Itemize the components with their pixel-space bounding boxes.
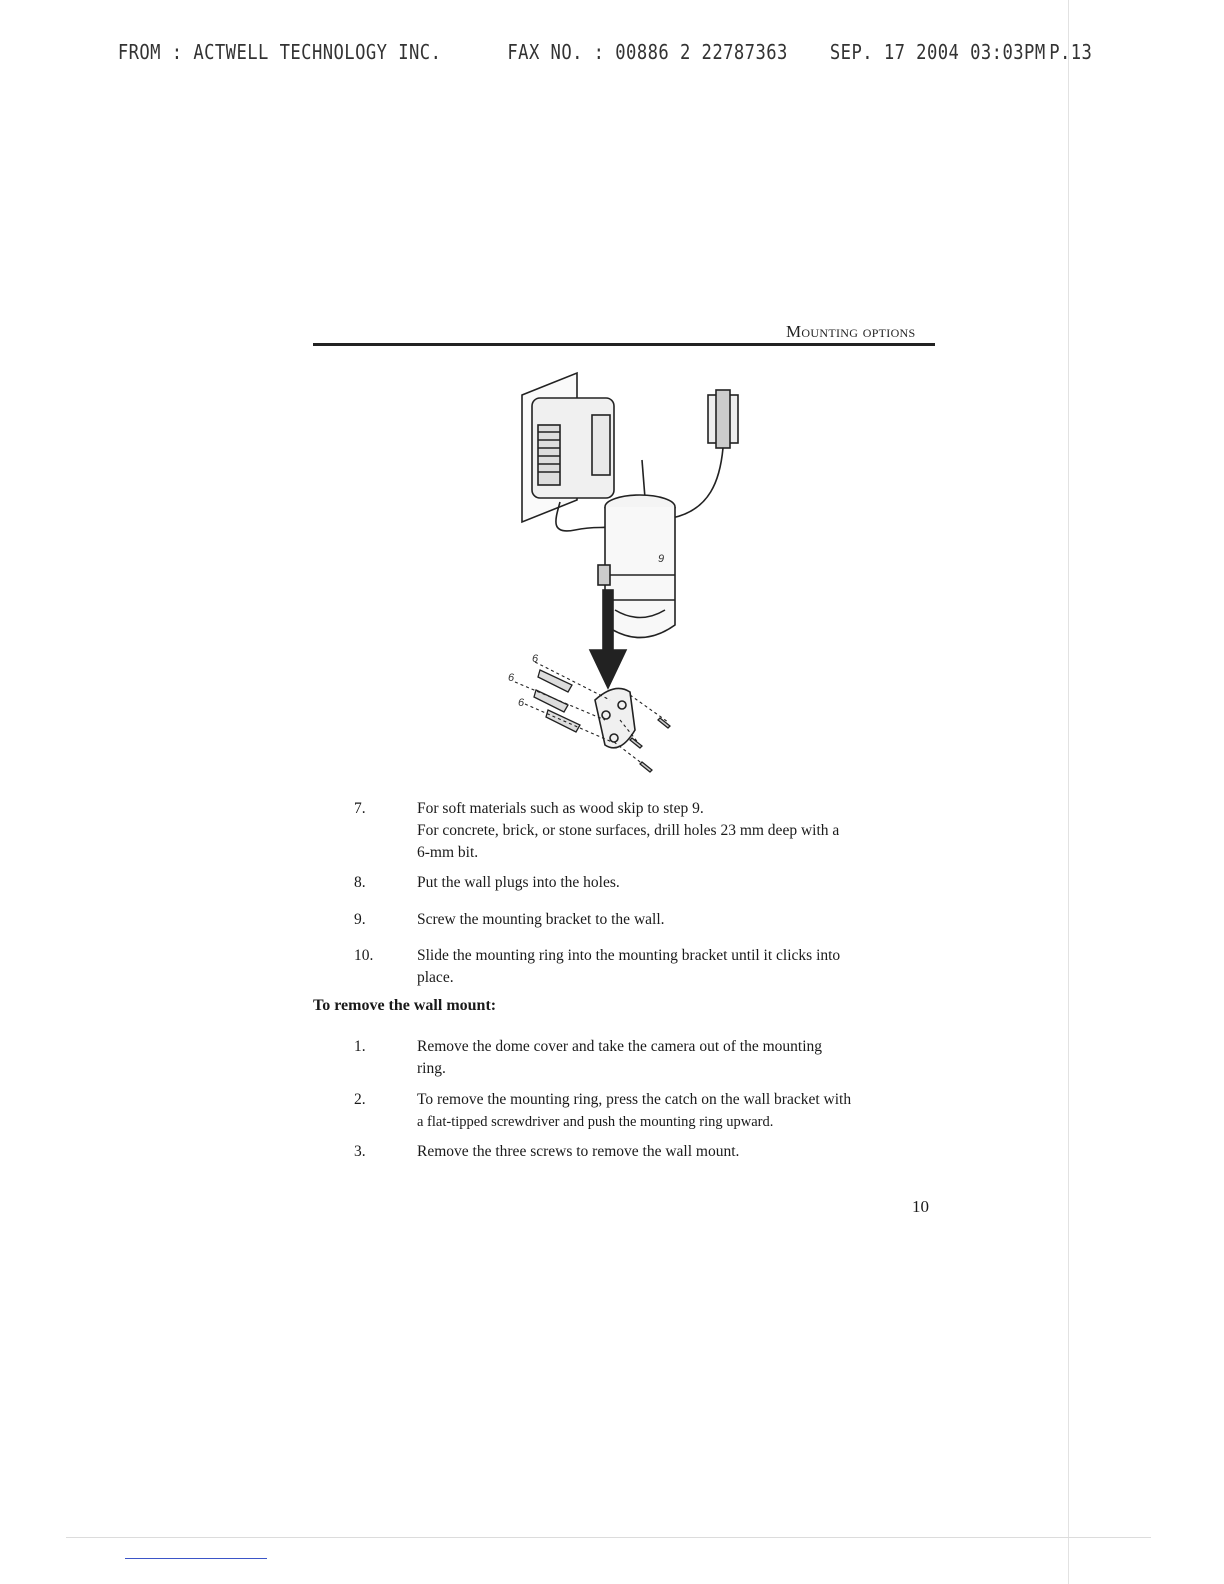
fax-date: SEP. 17 2004 03:03PM	[829, 40, 1046, 64]
mounting-bracket-icon	[595, 688, 635, 747]
step-line: a flat-tipped screwdriver and push the mounting ring upward.	[417, 1114, 774, 1130]
fax-edge-line	[1068, 0, 1069, 1584]
step-line: Remove the dome cover and take the camera out of the mounting	[417, 1038, 823, 1055]
step-text	[417, 798, 917, 864]
section-divider	[313, 343, 935, 346]
step-line: ring.	[417, 1060, 446, 1077]
step-line: Slide the mounting ring into the mounting bracket until it clicks into	[417, 947, 841, 964]
step-line: 6-mm bit.	[417, 844, 479, 861]
step-number: 10.	[354, 947, 374, 964]
remove-wall-mount-heading: To remove the wall mount:	[313, 997, 497, 1014]
step-number: 9.	[354, 911, 366, 928]
step-line: For concrete, brick, or stone surfaces, drill holes 23 mm deep with a	[417, 822, 840, 839]
fax-header	[0, 40, 1093, 70]
step-line: place.	[417, 969, 454, 986]
step-text	[417, 1141, 917, 1163]
power-adapter-icon	[532, 398, 614, 498]
step-line: To remove the mounting ring, press the catch on the wall bracket with	[417, 1091, 852, 1108]
figure-label-camera: 9	[658, 553, 665, 565]
step-number: 3.	[354, 1143, 366, 1160]
scan-artifact-line	[125, 1558, 267, 1559]
step-text	[417, 1036, 917, 1080]
step-text	[417, 1089, 917, 1133]
page-number: 10	[912, 1197, 929, 1216]
power-cable	[556, 502, 608, 531]
figure-label-plug-1: 6	[532, 653, 539, 665]
step-line: Put the wall plugs into the holes.	[417, 874, 620, 891]
step-number: 2.	[354, 1091, 366, 1108]
step-number: 8.	[354, 874, 366, 891]
step-line: For soft materials such as wood skip to step 9.	[417, 800, 704, 817]
step-text	[417, 945, 917, 989]
step-line: Remove the three screws to remove the wall mount.	[417, 1143, 740, 1160]
step-number: 1.	[354, 1038, 366, 1055]
section-title: Mounting options	[786, 322, 916, 341]
signal-cable	[672, 448, 723, 518]
step-text	[417, 872, 917, 894]
screws-icon	[630, 718, 670, 772]
step-number: 7.	[354, 800, 366, 817]
figure-label-plug-3: 6	[518, 697, 525, 709]
step-text	[417, 909, 917, 931]
page-bottom-edge	[66, 1537, 1151, 1538]
step-line: Screw the mounting bracket to the wall.	[417, 911, 665, 928]
fax-page: P.13	[1049, 40, 1093, 64]
wall-plugs-icon	[534, 670, 580, 732]
fax-from: FROM : ACTWELL TECHNOLOGY INC.	[117, 40, 442, 64]
connector-box-icon	[672, 390, 738, 518]
wall-mount-installation-illustration	[480, 370, 780, 780]
fax-number: FAX NO. : 00886 2 22787363	[507, 40, 788, 64]
figure-label-plug-2: 6	[508, 672, 515, 684]
